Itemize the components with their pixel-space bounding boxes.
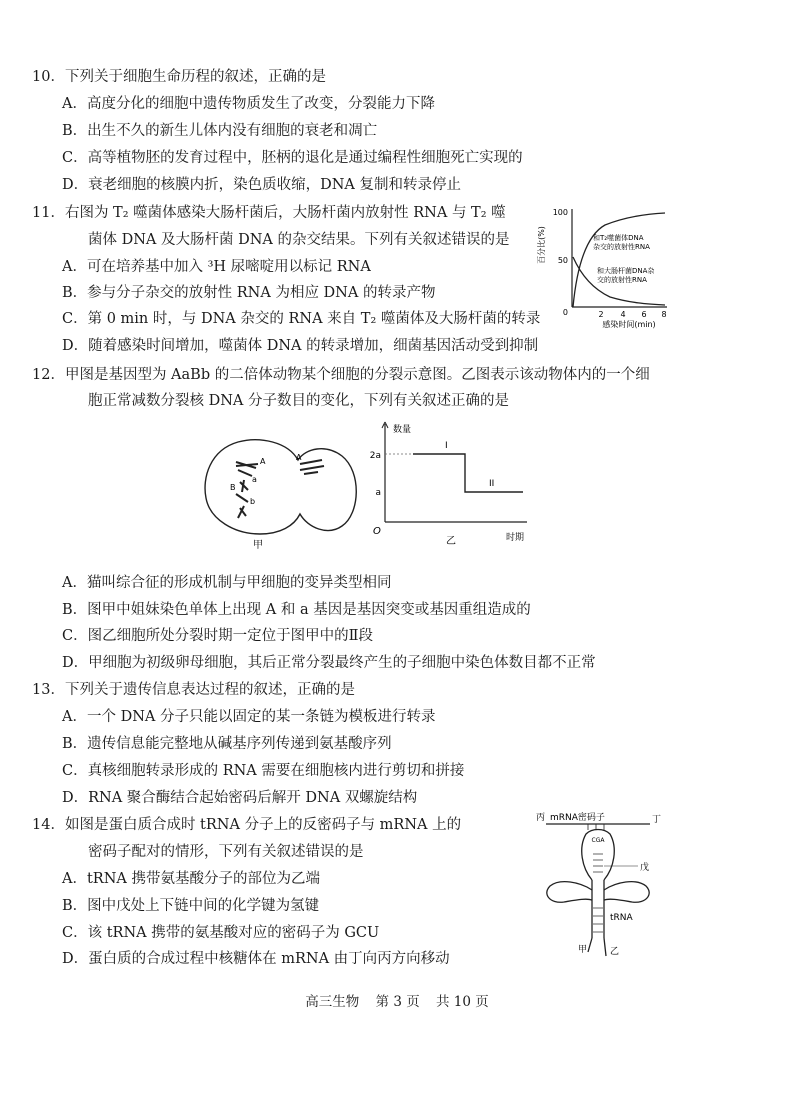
q11-option-b: B．参与分子杂交的放射性 RNA 为相应 DNA 的转录产物 [62,285,436,301]
q11-y-tick-0: 0 [562,308,568,317]
q14-stem-line2: 密码子配对的情形，下列有关叙述错误的是 [88,844,364,860]
q12-yi-segment-i: I [445,441,448,451]
q14-option-a: A．tRNA 携带氨基酸分子的部位为乙端 [62,871,320,887]
q12-gene-b-upper: B [230,483,236,492]
q14-option-b: B．图中戊处上下链中间的化学键为氢键 [62,898,320,914]
q12-stem-line1: 12．甲图是基因型为 AaBb 的二倍体动物某个细胞的分裂示意图。乙图表示该动物体内的一个细 [32,367,650,383]
q12-gene-a-lower: a [252,475,257,484]
q14-right-loop [604,882,649,903]
q12-chromosomes [236,460,324,518]
q12-yi-y-tick-a: a [375,488,381,498]
q12-caption-jia: 甲 [253,540,263,551]
q14-stem-line1: 14．如图是蛋白质合成时 tRNA 分子上的反密码子与 mRNA 上的 [32,817,462,833]
q12-gene-a-right: A [296,453,302,462]
q12-yi-y-label: 数量 [393,425,412,435]
q13-stem: 13．下列关于遗传信息表达过程的叙述，正确的是 [32,682,355,698]
q13-option-b: B．遗传信息能完整地从碱基序列传递到氨基酸序列 [62,736,392,752]
q11-x-label: 感染时间(min) [602,320,656,329]
q11-curve2-label-line1: 和大肠杆菌DNA杂 [597,267,655,275]
footer-subject: 高三生物 [305,994,360,1010]
q14-end-bing: 丙 [536,813,546,823]
q12-gene-b-lower: b [250,497,256,506]
q11-option-d: D．随着感染时间增加，噬菌体 DNA 的转录增加，细菌基因活动受到抑制 [62,338,539,354]
q12-stem-line2: 胞正常减数分裂核 DNA 分子数目的变化，下列有关叙述正确的是 [88,393,510,409]
q12-caption-yi: 乙 [446,536,456,547]
q14-mrna-label: mRNA密码子 [550,813,605,823]
q13-option-a: A．一个 DNA 分子只能以固定的某一条链为模板进行转录 [62,709,436,725]
q12-gene-a-upper: A [260,457,266,466]
q12-cell-division-figure [200,430,370,555]
q11-curve2-label-line2: 交的放射性RNA [597,276,647,284]
q12-option-b: B．图甲中姐妹染色单体上出现 A 和 a 基因是基因突变或基因重组造成的 [62,602,531,618]
q11-curve-phage [573,213,665,307]
q14-option-c: C．该 tRNA 携带的氨基酸对应的密码子为 GCU [62,925,380,941]
q11-x-tick-6: 6 [641,310,647,319]
q12-yi-x-label: 时期 [505,533,525,543]
q12-option-d: D．甲细胞为初级卵母细胞，其后正常分裂最终产生的子细胞中染色体数目都不正常 [62,655,596,671]
q11-option-c: C．第 0 min 时，与 DNA 杂交的 RNA 来自 T₂ 噬菌体及大肠杆菌的转录 [62,311,541,327]
q10-option-a: A．高度分化的细胞中遗传物质发生了改变，分裂能力下降 [62,96,435,112]
q12-yi-dna-line [413,454,523,492]
q11-y-tick-100: 100 [552,208,568,217]
q14-left-loop [547,882,592,903]
footer-total: 共 10 页 [436,994,489,1010]
q11-hybridization-figure [535,205,695,330]
page-footer [0,990,794,1010]
q11-stem-line2: 菌体 DNA 及大肠杆菌 DNA 的杂交结果。下列有关叙述错误的是 [88,232,510,248]
q11-curve1-label-line1: 和T₂噬菌体DNA [593,234,644,242]
q12-dna-count-figure [365,418,535,548]
q14-anticodon: CGA [591,837,605,844]
q10-option-c: C．高等植物胚的发育过程中，胚柄的退化是通过编程性细胞死亡实现的 [62,150,523,166]
q12-option-a: A．猫叫综合征的形成机制与甲细胞的变异类型相同 [62,575,392,591]
q12-yi-segment-ii: II [489,479,495,489]
q11-option-a: A．可在培养基中加入 ³H 尿嘧啶用以标记 RNA [62,259,371,275]
q11-y-label: 百分比(%) [537,226,546,264]
q14-end-ding: 丁 [652,815,662,825]
q11-x-tick-2: 2 [598,310,604,319]
q12-yi-y-tick-2a: 2a [369,451,381,461]
q12-yi-origin: O [373,526,381,537]
q14-option-d: D．蛋白质的合成过程中核糖体在 mRNA 由丁向丙方向移动 [62,951,450,967]
q11-x-tick-4: 4 [620,310,626,319]
q11-x-tick-8: 8 [661,310,667,319]
q13-option-c: C．真核细胞转录形成的 RNA 需要在细胞核内进行剪切和拼接 [62,763,465,779]
q10-option-d: D．衰老细胞的核膜内折，染色质收缩，DNA 复制和转录停止 [62,177,462,193]
q10-option-b: B．出生不久的新生儿体内没有细胞的衰老和凋亡 [62,123,378,139]
q11-stem-line1: 11．右图为 T₂ 噬菌体感染大肠杆菌后，大肠杆菌内放射性 RNA 与 T₂ 噬 [32,205,506,221]
q14-label-trna: tRNA [610,913,633,923]
q11-curve1-label-line2: 杂交的放射性RNA [593,243,650,251]
q10-stem: 10．下列关于细胞生命历程的叙述，正确的是 [32,69,326,85]
q14-label-yi: 乙 [610,947,620,957]
q14-label-wu: 戊 [640,863,650,873]
footer-page: 第 3 页 [375,994,420,1010]
q12-cell-membrane [205,440,356,534]
q13-option-d: D．RNA 聚合酶结合起始密码后解开 DNA 双螺旋结构 [62,790,418,806]
q12-option-c: C．图乙细胞所处分裂时期一定位于图甲中的Ⅱ段 [62,628,373,644]
q14-trna-figure [530,808,680,968]
q11-y-tick-50: 50 [557,256,568,265]
q14-label-jia: 甲 [578,945,588,955]
